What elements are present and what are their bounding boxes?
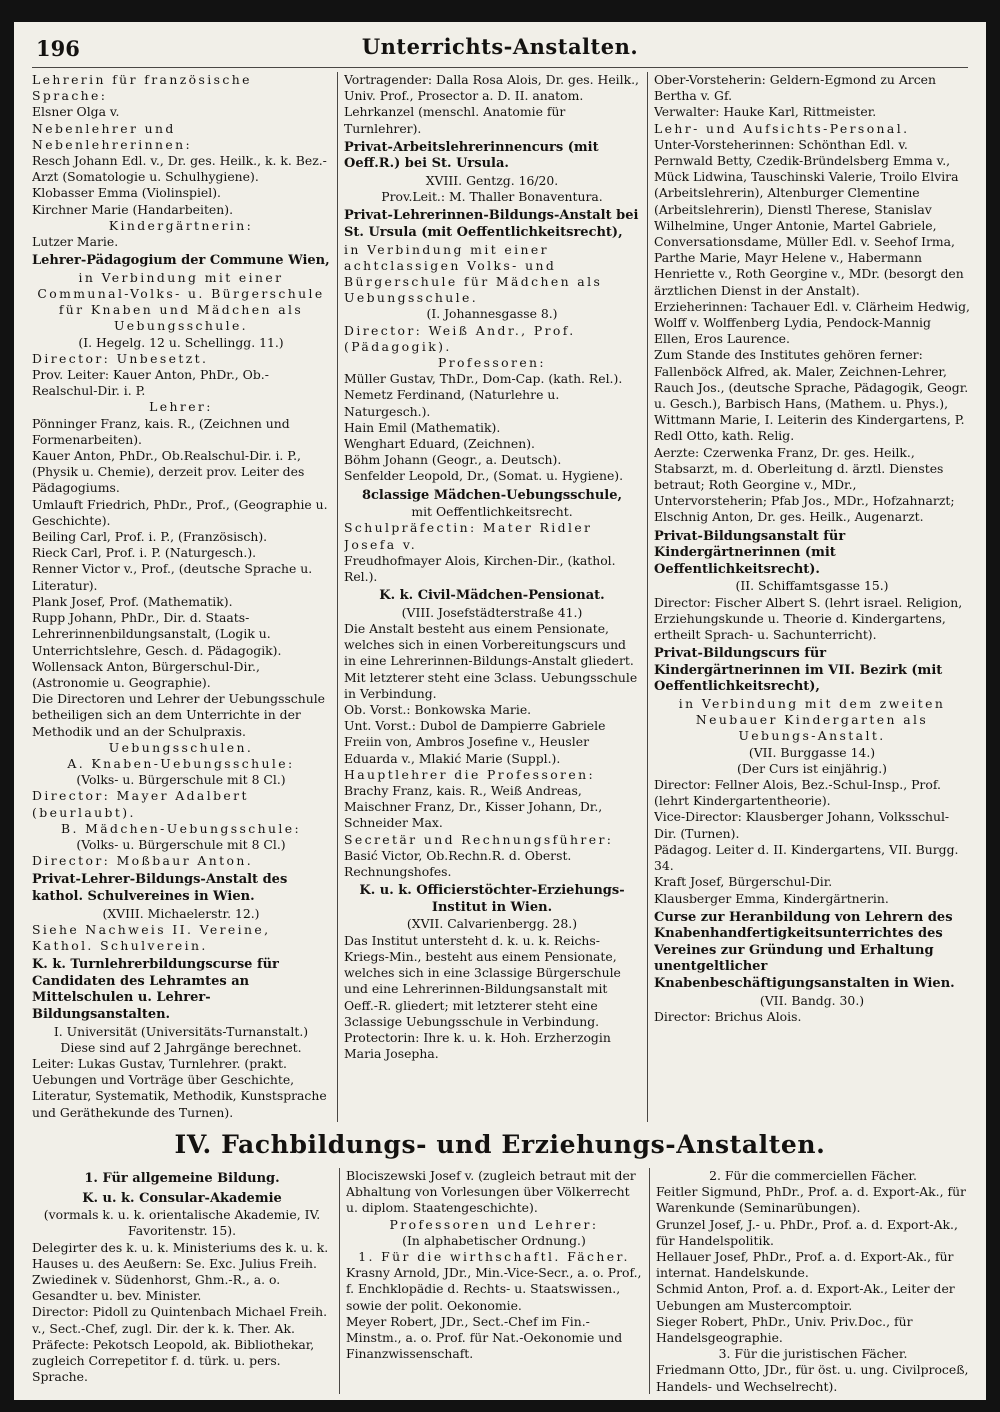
text-entry: (Der Curs ist einjährig.): [737, 760, 887, 776]
text-entry: Blociszewski Josef v. (zugleich betraut mit der Abhaltung von Vorlesungen über Völkerrecht u. diplom. Staatengeschichte).: [346, 1168, 636, 1216]
text-entry: 2. Für die commerciellen Fächer.: [709, 1168, 917, 1183]
text-entry: Director: Fischer Albert S. (lehrt israel. Religion, Erziehungskunde u. Theorie d. Kindergartens, ertheilt Sprach- u. Sachunterricht).: [654, 594, 963, 643]
text-entry: Lutzer Marie.: [32, 234, 119, 250]
text-entry: Ober-Vorsteherin: Geldern-Egmond zu Arcen Bertha v. Gf.: [654, 72, 936, 104]
text-entry: Director: Fellner Alois, Bez.-Schul-Insp., Prof. (lehrt Kindergartentheorie).: [654, 777, 941, 809]
text-entry: Basić Victor, Ob.Rechn.R. d. Oberst. Rechnungshofes.: [344, 847, 572, 880]
text-entry: mit Oeffentlichkeitsrecht.: [411, 504, 573, 520]
text-entry: Professoren und Lehrer:: [389, 1216, 599, 1232]
text-entry: (VII. Bandg. 30.): [759, 992, 865, 1008]
text-entry: (VIII. Josefstädterstraße 41.): [401, 604, 583, 620]
bottom-column-1: [32, 1168, 332, 1394]
text-entry: Friedmann Otto, JDr., für öst. u. ung. Civilproceß, Handels- und Wechselrecht).: [656, 1362, 969, 1394]
text-entry: Ob. Vorst.: Bonkowska Marie.: [344, 702, 532, 718]
institution-heading: Privat-Lehrer-Bildungs-Anstalt des kathol. Schulvereines in Wien.: [32, 872, 288, 904]
institution-heading: Privat-Bildungscurs für Kindergärtnerinnen im VII. Bezirk (mit Oeffentlichkeitsrecht),: [654, 646, 943, 695]
text-entry: Verwalter: Hauke Karl, Rittmeister.: [654, 104, 877, 120]
text-entry: Prov. Leiter: Kauer Anton, PhDr., Ob.-Realschul-Dir. i. P.: [32, 367, 269, 399]
text-entry: Kindergärtnerin:: [108, 217, 254, 233]
book-page: [14, 22, 986, 1400]
institution-heading: K. k. Turnlehrerbildungscurse für Candidaten des Lehramtes an Mittelschulen u. Lehrer-Bildungsanstalten.: [32, 957, 279, 1022]
text-entry: 1. Für die wirthschaftl. Fächer.: [358, 1249, 630, 1265]
text-entry: Die Anstalt besteht aus einem Pensionate, welches sich in einen Vorbereitungscurs und in eine Lehrerinnen-Bildungs-Anstalt gliedert. Mit letzterer steht eine 3class. Uebungsschule in Verbindung.: [344, 621, 638, 701]
text-entry: Unt. Vorst.: Dubol de Dampierre Gabriele Freiin von, Ambros Josefine v., Heusler Eduarda v., Mlakić Marie (Suppl.).: [344, 718, 606, 766]
text-entry: Delegirter des k. u. k. Ministeriums des k. u. k. Hauses u. des Aeußern: Se. Exc. Julius Freih. Zwiedinek v. Südenhorst, Ghm.-R., a. o. Gesandter u. bev. Minister.: [32, 1239, 329, 1304]
running-head: Unterrichts-Anstalten.: [361, 34, 639, 59]
text-entry: Umlauft Friedrich, PhDr., Prof., (Geographie u. Geschichte).: [32, 496, 328, 528]
column-divider: [337, 72, 338, 1122]
text-entry: Director: Brichus Alois.: [654, 1008, 802, 1024]
text-entry: Rieck Carl, Prof. i. P. (Naturgesch.).: [32, 545, 257, 561]
text-entry: (XVIII. Michaelerstr. 12.): [102, 905, 260, 921]
page-number: 196: [36, 36, 80, 61]
text-entry: Zum Stande des Institutes gehören ferner: Fallenböck Alfred, ak. Maler, Zeichnen-Lehrer, Rauch Jos., (deutsche Sprache, Pädagogik, Geogr. u. Gesch.), Barbisch Hans, (Mathem. u. Phys.), Wittmann Marie, I. Leiterin des Kindergartens, P. Redl Otto, kath. Relig.: [654, 347, 969, 444]
text-entry: in Verbindung mit einer Communal-Volks- u. Bürgerschule für Knaben und Mädchen als Uebungsschule.: [37, 269, 325, 334]
text-entry: Wenghart Eduard, (Zeichnen).: [344, 436, 535, 452]
text-entry: Diese sind auf 2 Jahrgänge berechnet.: [60, 1039, 302, 1055]
text-entry: Director: Unbesetzt.: [32, 350, 209, 366]
text-entry: Hellauer Josef, PhDr., Prof. a. d. Export-Ak., für internat. Handelskunde.: [656, 1249, 954, 1281]
text-entry: Böhm Johann (Geogr., a. Deutsch).: [344, 452, 562, 468]
institution-heading: K. u. k. Consular-Akademie: [82, 1190, 282, 1206]
text-entry: Director: Mayer Adalbert (beurlaubt).: [32, 788, 249, 820]
text-entry: Rupp Johann, PhDr., Dir. d. Staats-Lehrerinnenbildungsanstalt, (Logik u. Unterrichtslehre, Gesch. d. Pädagogik).: [32, 610, 282, 658]
text-entry: (VII. Burggasse 14.): [748, 744, 876, 760]
text-entry: Elsner Olga v.: [32, 104, 120, 120]
text-entry: Sieger Robert, PhDr., Univ. Priv.Doc., für Handelsgeographie.: [656, 1313, 913, 1346]
text-entry: Kauer Anton, PhDr., Ob.Realschul-Dir. i. P., (Physik u. Chemie), derzeit prov. Leiter des Pädagogiums.: [32, 448, 305, 496]
text-entry: Lehr- und Aufsichts-Personal.: [654, 120, 910, 136]
bottom-column-2: [346, 1168, 642, 1394]
bottom-column-3: [656, 1168, 970, 1394]
institution-heading: Privat-Bildungsanstalt für Kindergärtnerinnen (mit Oeffentlichkeitsrecht).: [654, 528, 846, 577]
text-entry: (Volks- u. Bürgerschule mit 8 Cl.): [76, 772, 286, 788]
column-divider: [647, 72, 648, 1122]
text-entry: Präfecte: Pekotsch Leopold, ak. Bibliothekar, zugleich Correpetitor f. d. türk. u. pers. Sprache.: [32, 1336, 315, 1385]
institution-heading: Curse zur Heranbildung von Lehrern des Knabenhandfertigkeitsunterrichtes des Vereines zur Gründung und Erhaltung unentgeltlicher Knabenbeschäftigungsanstalten in Wien.: [654, 909, 955, 992]
text-entry: Lehrerin für französische Sprache:: [32, 72, 252, 104]
text-entry: Pönninger Franz, kais. R., (Zeichnen und Formenarbeiten).: [32, 415, 290, 447]
text-entry: Plank Josef, Prof. (Mathematik).: [32, 593, 233, 609]
text-entry: Senfelder Leopold, Dr., (Somat. u. Hygiene).: [344, 468, 624, 484]
text-entry: (In alphabetischer Ordnung.): [402, 1232, 586, 1248]
text-entry: Schulpräfectin: Mater Ridler Josefa v.: [344, 520, 593, 552]
text-entry: Pädagog. Leiter d. II. Kindergartens, VII. Burgg. 34.: [654, 841, 959, 874]
text-entry: Protectorin: Ihre k. u. k. Hoh. Erzherzogin Maria Josepha.: [344, 1029, 611, 1062]
text-entry: Secretär und Rechnungsführer:: [344, 831, 614, 847]
column-1: [32, 72, 330, 1122]
column-2: [344, 72, 640, 1122]
text-entry: Vortragender: Dalla Rosa Alois, Dr. ges. Heilk., Univ. Prof., Prosector a. D. II. anatom. Lehrkanzel (menschl. Anatomie für Turnlehrer).: [344, 72, 639, 136]
text-entry: B. Mädchen-Uebungsschule:: [60, 820, 302, 836]
text-entry: (I. Hegelg. 12 u. Schellingg. 11.): [78, 334, 284, 350]
text-entry: Kirchner Marie (Handarbeiten).: [32, 201, 234, 217]
text-entry: Unter-Vorsteherinnen: Schönthan Edl. v. Pernwald Betty, Czedik-Bründelsberg Emma v., Mück Lidwina, Tauschinski Valerie, Troilo Elvira (Arbeitslehrerin), Altenburger Clementine (Arbeitslehrerin), Dienstl Therese, Stanislav Wilhelmine, Unger Antonie, Martel Gabriele, Conversationsdame, Müller Edl. v. Seehof Irma, Parthe Marie, Mayr Helene v., Habermann Henriette v., Roth Georgine v., MDr. (besorgt den ärztlichen Dienst in der Anstalt).: [654, 136, 964, 298]
column-3: [654, 72, 970, 1122]
text-entry: Die Directoren und Lehrer der Uebungsschule betheiligen sich an dem Unterrichte in der Methodik und an der Schulpraxis.: [32, 691, 326, 739]
text-entry: Aerzte: Czerwenka Franz, Dr. ges. Heilk., Stabsarzt, m. d. Oberleitung d. ärztl. Dienstes betraut; Roth Georgine v., MDr., Untervorsteherin; Pfab Jos., MDr., Hofzahnarzt; Elschnig Anton, Dr. ges. Heilk., Augenarzt.: [654, 444, 955, 525]
text-entry: in Verbindung mit dem zweiten Neubauer Kindergarten als Uebungs-Anstalt.: [678, 696, 946, 744]
text-entry: Uebungsschulen.: [108, 739, 254, 755]
text-entry: Nebenlehrer und Nebenlehrerinnen:: [32, 120, 193, 152]
institution-heading: 1. Für allgemeine Bildung.: [84, 1171, 280, 1186]
text-entry: Klobasser Emma (Violinspiel).: [32, 185, 221, 201]
section-heading: IV. Fachbildungs- und Erziehungs-Anstalten.: [174, 1130, 826, 1159]
text-entry: Müller Gustav, ThDr., Dom-Cap. (kath. Rel.).: [344, 371, 623, 387]
text-entry: Renner Victor v., Prof., (deutsche Sprache u. Literatur).: [32, 561, 313, 593]
text-entry: Prov.Leit.: M. Thaller Bonaventura.: [381, 189, 603, 205]
column-divider: [339, 1168, 340, 1394]
text-entry: Hauptlehrer die Professoren:: [344, 766, 596, 782]
text-entry: Krasny Arnold, JDr., Min.-Vice-Secr., a. o. Prof., f. Enchklopädie d. Rechts- u. Staatswissen., sowie der polit. Oekonomie.: [346, 1265, 642, 1313]
text-entry: (II. Schiffamtsgasse 15.): [735, 578, 889, 594]
text-entry: Hain Emil (Mathematik).: [344, 419, 501, 435]
text-entry: in Verbindung mit einer achtclassigen Volks- und Bürgerschule für Mädchen als Uebungsschule.: [344, 241, 603, 306]
text-entry: (vormals k. u. k. orientalische Akademie, IV. Favoritenstr. 15).: [43, 1207, 321, 1239]
text-entry: Feitler Sigmund, PhDr., Prof. a. d. Export-Ak., für Warenkunde (Seminarübungen).: [656, 1184, 966, 1216]
text-entry: Director: Pidoll zu Quintenbach Michael Freih. v., Sect.-Chef, zugl. Dir. der k. k. Ther. Ak.: [32, 1304, 328, 1336]
text-entry: I. Universität (Universitäts-Turnanstalt.): [53, 1023, 309, 1039]
text-entry: (XVII. Calvarienbergg. 28.): [406, 916, 578, 932]
text-entry: Professoren:: [437, 355, 547, 371]
text-entry: Leiter: Lukas Gustav, Turnlehrer. (prakt. Uebungen und Vorträge über Geschichte, Literatur, Systematik, Methodik, Kunstsprache und Geräthekunde des Turnen).: [32, 1055, 327, 1120]
header-rule: [32, 67, 968, 68]
text-entry: (Volks- u. Bürgerschule mit 8 Cl.): [76, 836, 286, 852]
text-entry: (I. Johannesgasse 8.): [426, 306, 558, 322]
institution-heading: Privat-Lehrerinnen-Bildungs-Anstalt bei St. Ursula (mit Oeffentlichkeitsrecht),: [344, 208, 639, 240]
text-entry: Meyer Robert, JDr., Sect.-Chef im Fin.-Minstm., a. o. Prof. für Nat.-Oekonomie und Finanzwissenschaft.: [346, 1313, 623, 1362]
text-entry: Erzieherinnen: Tachauer Edl. v. Clärheim Hedwig, Wolff v. Wolffenberg Lydia, Pendock-Mannig Ellen, Eros Laurence.: [654, 298, 970, 347]
text-entry: Lehrer:: [149, 399, 213, 415]
text-entry: Wollensack Anton, Bürgerschul-Dir., (Astronomie u. Geographie).: [32, 658, 260, 690]
text-entry: Klausberger Emma, Kindergärtnerin.: [654, 890, 889, 906]
text-entry: Beiling Carl, Prof. i. P., (Französisch).: [32, 529, 268, 545]
institution-heading: Privat-Arbeitslehrerinnencurs (mit Oeff.R.) bei St. Ursula.: [344, 139, 599, 172]
institution-heading: 8classige Mädchen-Uebungsschule,: [361, 487, 623, 503]
text-entry: Schmid Anton, Prof. a. d. Export-Ak., Leiter der Uebungen am Mustercomptoir.: [656, 1281, 955, 1313]
text-entry: 3. Für die juristischen Fächer.: [718, 1346, 908, 1362]
text-entry: Siehe Nachweis II. Vereine, Kathol. Schulverein.: [32, 921, 271, 953]
text-entry: Director: Weiß Andr., Prof. (Pädagogik).: [344, 322, 576, 354]
text-entry: Brachy Franz, kais. R., Weiß Andreas, Maischner Franz, Dr., Kisser Johann, Dr., Schneider Max.: [344, 783, 603, 831]
institution-heading: Lehrer-Pädagogium der Commune Wien,: [32, 253, 330, 269]
text-entry: Resch Johann Edl. v., Dr. ges. Heilk., k. k. Bez.-Arzt (Somatologie u. Schulhygiene).: [32, 153, 327, 185]
text-entry: Nemetz Ferdinand, (Naturlehre u. Naturgesch.).: [344, 387, 560, 419]
institution-heading: K. u. k. Officierstöchter-Erziehungs-Institut in Wien.: [359, 883, 625, 915]
text-entry: A. Knaben-Uebungsschule:: [67, 755, 295, 771]
text-entry: Grunzel Josef, J.- u. PhDr., Prof. a. d. Export-Ak., für Handelspolitik.: [656, 1216, 958, 1248]
text-entry: Kraft Josef, Bürgerschul-Dir.: [654, 874, 833, 890]
column-divider: [649, 1168, 650, 1394]
institution-heading: K. k. Civil-Mädchen-Pensionat.: [379, 588, 605, 604]
text-entry: Director: Moßbaur Anton.: [32, 853, 254, 869]
text-entry: Das Institut untersteht d. k. u. k. Reichs-Kriegs-Min., besteht aus einem Pensionate, welches sich in eine 3classige Bürgerschule und eine Lehrerinnen-Bildungsanstalt mit Oeff.-R. gliedert; mit letzterer steht eine 3classige Uebungsschule in Verbindung.: [344, 932, 621, 1029]
text-entry: XVIII. Gentzg. 16/20.: [425, 173, 559, 188]
text-entry: Freudhofmayer Alois, Kirchen-Dir., (kathol. Rel.).: [344, 552, 616, 585]
text-entry: Vice-Director: Klausberger Johann, Volksschul-Dir. (Turnen).: [654, 809, 950, 841]
